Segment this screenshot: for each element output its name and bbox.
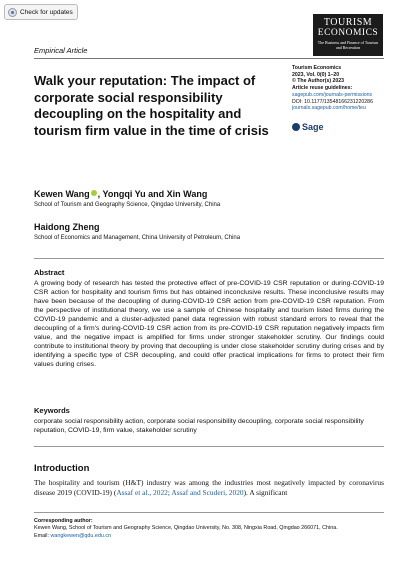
journal-volume: 2023, Vol. 0(0) 1–20	[292, 71, 340, 78]
corresponding-address: Kewen Wang, School of Tourism and Geography Science, Qingdao University, No. 308, Ningxia Road, Qingdao 266071, China.	[34, 525, 338, 532]
author-name: Kewen Wang	[34, 189, 90, 199]
citation-2[interactable]: Assaf and Scuderi, 2020	[171, 488, 244, 497]
intro-text-a: The hospitality and tourism (H&T) industry was among the industries most negatively impacted by coronavirus disease 2019 (COVID-19) (	[34, 478, 384, 497]
abstract-text: A growing body of research has tested the protective effect of pre-COVID-19 CSR reputation or during-COVID-19 CSR action for hospitality and tourism firms but has obtained inconclusive results. These inconclusive results may have been because of the decoupling of during-COVID-19 CSR action from pre-COVID-19 CSR reputation. From the perspective of institutional theory, we use a sample of Chinese hospitality and tourism listed firms during the COVID-19 pandemic and a cluster-adjusted panel data regression with robust standard errors to reveal that the decoupling of a firm's during-COVID-19 CSR action from its pre-COVID-19 CSR reputation negatively impacts firm value, and the negative impact is amplified for firms under stronger stakeholder scrutiny. Our findings could contribute to institutional theory by proving that decoupling is under close stakeholder scrutiny during crises and by identifying a specific type of CSR decoupling, and could offer practical implications for firms to protect their firm values during crises.	[34, 280, 384, 368]
sage-icon	[292, 123, 300, 131]
orcid-icon[interactable]	[91, 190, 97, 196]
abstract-divider	[34, 258, 384, 259]
author-2: Haidong Zheng	[34, 222, 100, 232]
journal-name: Tourism Economics	[292, 65, 342, 71]
corresponding-label: Corresponding author:	[34, 518, 93, 524]
article-title: Walk your reputation: The impact of corporate social responsibility decoupling on the hospitality and tourism firm value in the time of crisis	[34, 73, 269, 138]
introduction-heading: Introduction	[34, 463, 90, 474]
keywords-text: corporate social responsibility action, corporate social responsibility decoupling, corporate social responsibility reputation, COVID-19, firm value, stakeholder scrutiny	[34, 418, 364, 434]
introduction-text	[34, 478, 384, 498]
updates-icon	[8, 8, 17, 17]
citation-1[interactable]: Assaf et al., 2022	[116, 488, 168, 497]
intro-text-b: ;	[167, 488, 172, 497]
publisher-logo	[292, 122, 324, 132]
reuse-link[interactable]: sagepub.com/journals-permissions	[292, 91, 373, 98]
copyright: © The Author(s) 2023	[292, 78, 345, 85]
header-divider	[34, 58, 384, 59]
intro-text-c: ). A significant	[243, 488, 288, 497]
check-for-updates-label: Check for updates	[20, 8, 73, 16]
check-for-updates-badge[interactable]	[4, 4, 78, 20]
doi[interactable]: DOI: 10.1177/13548166231220286	[292, 98, 373, 105]
keywords-heading: Keywords	[34, 406, 70, 415]
journal-logo-line1: TOURISM	[323, 17, 373, 28]
authors-line	[34, 189, 207, 199]
keywords-divider	[34, 446, 384, 447]
abstract-heading: Abstract	[34, 268, 65, 277]
article-type: Empirical Article	[34, 46, 88, 55]
journal-logo	[313, 14, 383, 56]
co-authors: , Yongqi Yu and Xin Wang	[97, 189, 208, 199]
footnote-divider	[34, 512, 384, 513]
journal-link[interactable]: journals.sagepub.com/home/teu	[292, 105, 366, 112]
corresponding-email-line	[34, 533, 394, 540]
journal-info	[292, 65, 402, 112]
email-label: Email:	[34, 532, 51, 539]
reuse-label: Article reuse guidelines:	[292, 85, 353, 92]
affiliation-2: School of Economics and Management, China University of Petroleum, China	[34, 235, 241, 241]
affiliation-1: School of Tourism and Geography Science, Qingdao University, China	[34, 202, 221, 208]
journal-logo-tagline: The Business and Finance of Tourism and Recreation	[317, 40, 379, 50]
publisher-name: Sage	[302, 122, 324, 132]
journal-logo-line2: ECONOMICS	[317, 28, 379, 38]
email-link[interactable]: wangkewen@qdu.edu.cn	[50, 532, 112, 539]
corresponding-author	[34, 518, 394, 540]
